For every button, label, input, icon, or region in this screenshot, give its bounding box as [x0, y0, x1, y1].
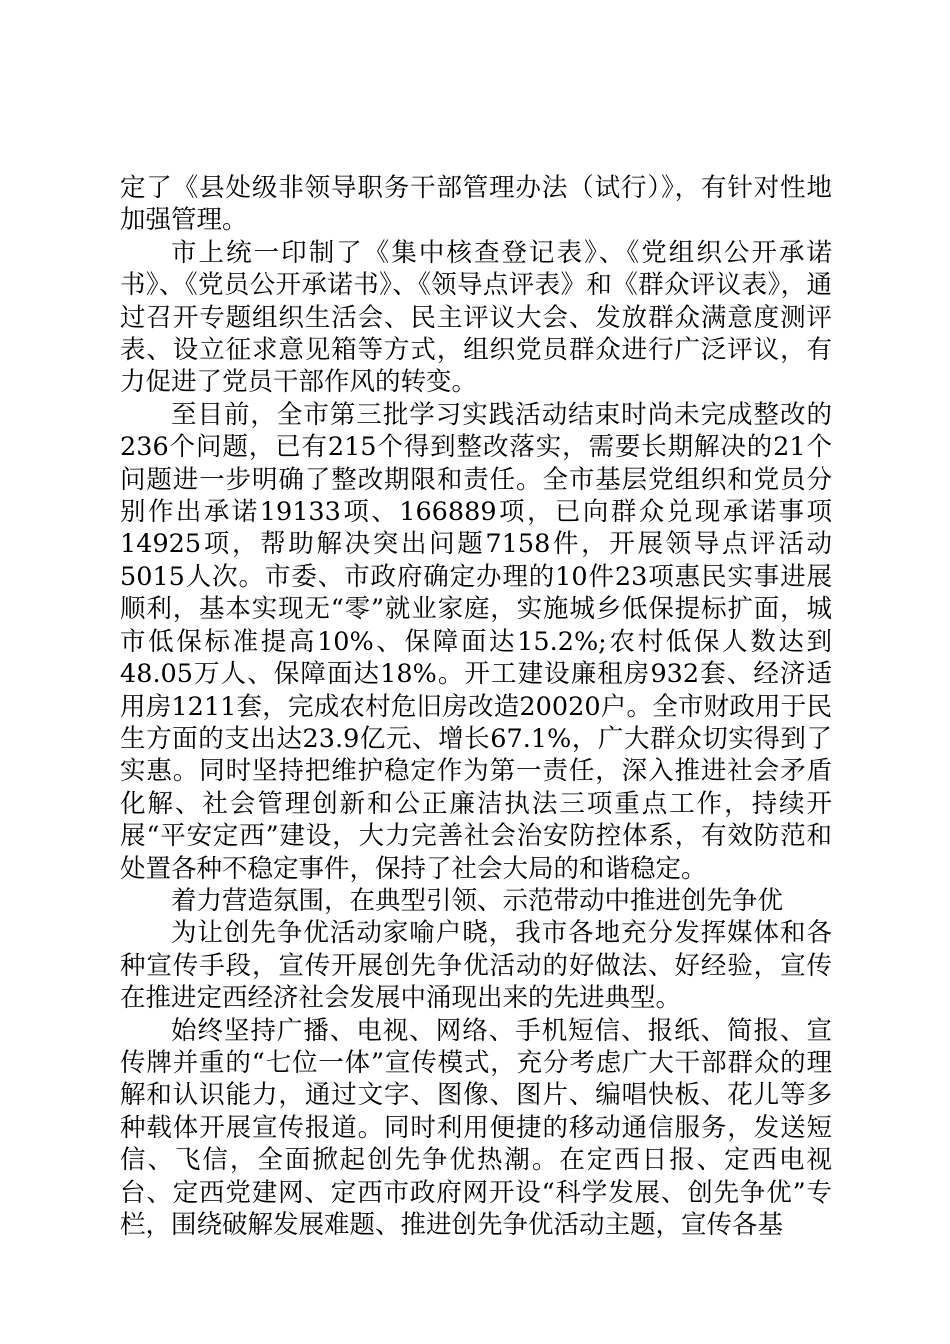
paragraph-publicity-intro: 为让创先争优活动家喻户晓，我市各地充分发挥媒体和各种宣传手段，宣传开展创先争优活动的好做法、好经验，宣传在推进定西经济社会发展中涌现出来的先进典型。	[120, 918, 832, 1014]
paragraph-publicity-model: 始终坚持广播、电视、网络、手机短信、报纸、简报、宣传牌并重的“七位一体”宣传模式，充分考虑广大干部群众的理解和认识能力，通过文字、图像、图片、编唱快板、花儿等多种载体开展宣传报道。同时利用便捷的移动通信服务，发送短信、飞信，全面掀起创先争优热潮。在定西日报、定西电视台、定西党建网、定西市政府网开设“科学发展、创先争优”专栏，围绕破解发展难题、推进创先争优活动主题，宣传各基	[120, 1015, 832, 1240]
document-page	[120, 172, 832, 1241]
paragraph-rectification-results: 至目前，全市第三批学习实践活动结束时尚未完成整改的236个问题，已有215个得到整改落实，需要长期解决的21个问题进一步明确了整改期限和责任。全市基层党组织和党员分别作出承诺19133项、166889项，已向群众兑现承诺事项14925项，帮助解决突出问题7158件，开展领导点评活动5015人次。市委、市政府确定办理的10件23项惠民实事进展顺利，基本实现无“零”就业家庭，实施城乡低保提标扩面，城市低保标准提高10%、保障面达15.2%;农村低保人数达到48.05万人、保障面达18%。开工建设廉租房932套、经济适用房1211套，完成农村危旧房改造20020户。全市财政用于民生方面的支出达23.9亿元、增长67.1%，广大群众切实得到了实惠。同时坚持把维护稳定作为第一责任，深入推进社会矛盾化解、社会管理创新和公正廉洁执法三项重点工作，持续开展“平安定西”建设，大力完善社会治安防控体系，有效防范和处置各种不稳定事件，保持了社会大局的和谐稳定。	[120, 399, 832, 884]
paragraph-printing-forms: 市上统一印制了《集中核查登记表》、《党组织公开承诺书》、《党员公开承诺书》、《领导点评表》和《群众评议表》，通过召开专题组织生活会、民主评议大会、发放群众满意度测评表、设立征求意见箱等方式，组织党员群众进行广泛评议，有力促进了党员干部作风的转变。	[120, 237, 832, 398]
paragraph-continuation: 定了《县处级非领导职务干部管理办法（试行）》，有针对性地加强管理。	[120, 173, 832, 236]
section-heading: 着力营造氛围，在典型引领、示范带动中推进创先争优	[171, 885, 784, 916]
